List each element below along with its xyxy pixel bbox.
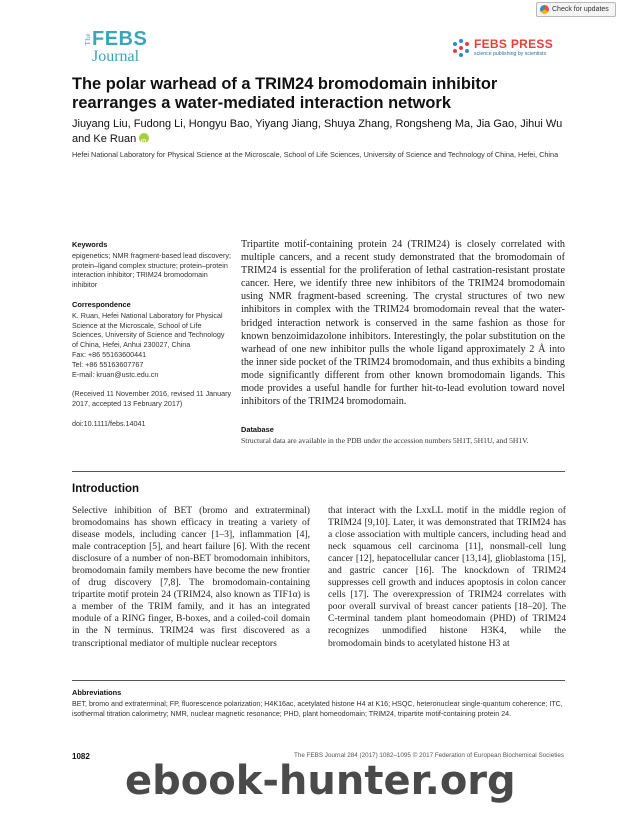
orcid-icon[interactable] bbox=[139, 133, 149, 143]
check-updates-label: Check for updates bbox=[552, 6, 609, 13]
press-name: FEBS PRESS bbox=[474, 37, 554, 51]
doi-link[interactable]: doi:10.1111/febs.14041 bbox=[72, 418, 146, 428]
article-sidebar bbox=[72, 240, 232, 439]
introduction-heading: Introduction bbox=[72, 483, 140, 495]
page-number: 1082 bbox=[72, 752, 90, 761]
febs-journal-logo bbox=[84, 28, 164, 70]
fax-number: Fax: +86 55163600441 bbox=[72, 349, 147, 359]
section-divider bbox=[72, 471, 565, 472]
press-tagline: science publishing by scientists bbox=[474, 51, 547, 57]
introduction-left-column: Selective inhibition of BET (bromo and extraterminal) bromodomains has shown efficacy in treating a variety of disease models, including cancer [1–3], inflammation [4], male contraception [5], and heart failure [6]. With the recent disclosure of a number of non-BET bromodomain inhibitors, bromodomain family members have become the new frontier of drug discovery [7,8]. The bromodomain-containing tripartite motif protein 24 (TRIM24, also known as TIF1α) is a member of the TRIM family, and it has an integrated module of a RING finger, B-boxes, and a coiled-coil domain in the N terminus. TRIM24 was first discovered as a transcriptional mediator of multiple nuclear receptors bbox=[72, 505, 310, 649]
article-title: The polar warhead of a TRIM24 bromodomain inhibitor rearranges a water-mediated interaction network bbox=[72, 75, 498, 112]
abbreviations-title: Abbreviations bbox=[72, 688, 122, 697]
correspondence-address: K. Ruan, Hefei National Laboratory for Physical Science at the Microscale, School of Life Sciences, University of Science and Technology of China, Hefei, Anhui 230027, China bbox=[72, 310, 225, 350]
keywords-title: Keywords bbox=[72, 240, 108, 249]
febs-press-logo bbox=[452, 37, 562, 61]
crossmark-icon bbox=[540, 5, 549, 14]
email-link[interactable]: E-mail: kruan@ustc.edu.cn bbox=[72, 369, 159, 379]
affiliation: Hefei National Laboratory for Physical Science at the Microscale, School of Life Sciences, University of Science and Technology of China, Hefei, China bbox=[72, 150, 559, 159]
footer-citation: The FEBS Journal 284 (2017) 1082–1095 © 2017 Federation of European Biochemical Societies bbox=[294, 752, 564, 759]
database-title: Database bbox=[241, 425, 274, 434]
logo-febs: FEBS bbox=[92, 28, 148, 50]
watermark: ebook-hunter.org bbox=[125, 758, 516, 804]
author-list bbox=[72, 117, 572, 147]
check-for-updates-button[interactable] bbox=[536, 2, 616, 17]
keywords-text: epigenetics; NMR fragment-based lead discovery; protein–ligand complex structure; protein–protein interaction inhibitor; TRIM24 bromodomain inhibitor bbox=[72, 250, 231, 290]
author-names: Jiuyang Liu, Fudong Li, Hongyu Bao, Yiyang Jiang, Shuya Zhang, Rongsheng Ma, Jia Gao, Jihui Wu and Ke Ruan bbox=[72, 118, 563, 145]
correspondence-title: Correspondence bbox=[72, 299, 131, 309]
logo-the: The bbox=[84, 33, 92, 46]
database-text: Structural data are available in the PDB under the accession numbers 5H1T, 5H1U, and 5H1V. bbox=[241, 436, 529, 445]
abbreviations-text: BET, bromo and extraterminal; FP, fluorescence polarization; H4K16ac, acetylated histone H4 at K16; HSQC, heteronuclear single-quantum coherence; ITC, isothermal titration calorimetry; NMR, nuclear magnetic resonance; PHD, plant homeodomain; TRIM24, tripartite motif-containing protein 24. bbox=[72, 700, 563, 718]
tel-number: Tel: +86 55163607767 bbox=[72, 359, 144, 369]
abbreviations-divider bbox=[72, 680, 565, 681]
logo-journal: Journal bbox=[92, 48, 140, 65]
abstract: Tripartite motif-containing protein 24 (TRIM24) is closely correlated with multiple cancers, and a recent study demonstrated that the bromodomain of TRIM24 is essential for the proliferation of lethal castration-resistant prostate cancer. Here, we identify three new inhibitors of the TRIM24 bromodomain using NMR fragment-based screening. The crystal structures of two new inhibitors in complex with the TRIM24 bromodomain reveal that the water-bridged interaction network is conserved in the same fashion as those for known benzoimidazolone inhibitors. Interestingly, the polar substitution on the warhead of one new inhibitor pulls the whole ligand approximately 2 Å into the inner side pocket of the TRIM24 bromodomain, and thus exhibits a binding mode significantly different from other known bromodomain ligands. This mode provides a useful handle for further hit-to-lead evolution toward novel inhibitors of the TRIM24 bromodomain. bbox=[241, 239, 565, 408]
received-dates: (Received 11 November 2016, revised 11 January 2017, accepted 13 February 2017) bbox=[72, 389, 232, 409]
febs-press-dots-icon bbox=[452, 39, 470, 57]
introduction-right-column: that interact with the LxxLL motif in the middle region of TRIM24 [9,10]. Later, it was demonstrated that TRIM24 has a close association with multiple cancers, including head and neck squamous cell carcinoma [11], nonsmall-cell lung cancer [12], hepatocellular cancer [13,14], glioblastoma [15], and gastric cancer [16]. The knockdown of TRIM24 suppresses cell growth and induces apoptosis in colon cancer cells [17]. The overexpression of TRIM24 correlates with poor overall survival of breast cancer patients [18–20]. The C-terminal tandem plant homeodomain (PHD) of TRIM24 recognizes unmodified histone H3K4, while the bromodomain binds to acetylated histone H3 at bbox=[328, 505, 566, 649]
